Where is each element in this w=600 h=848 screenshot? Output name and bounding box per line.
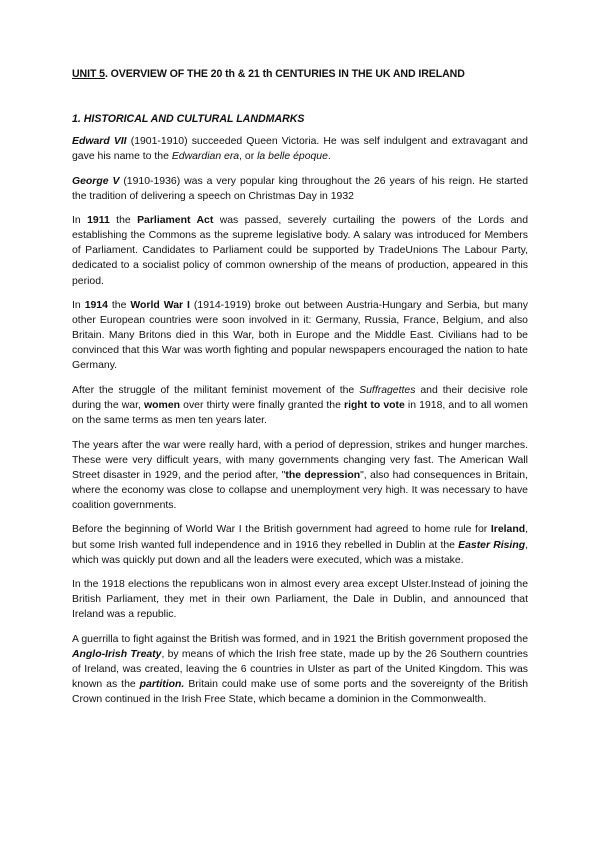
partition-term: partition.	[139, 679, 185, 691]
ireland-term: Ireland	[490, 524, 526, 536]
unit-title	[72, 68, 528, 80]
belle-epoque: la belle époque	[257, 151, 328, 163]
easter-rising-term: Easter Rising	[458, 539, 526, 551]
ww1-text-1: the	[107, 300, 131, 312]
world-war-term: World War I	[130, 300, 190, 312]
right-to-vote-term: right to vote	[344, 399, 405, 411]
edward-text-2: , or	[239, 151, 258, 163]
paragraph-edward	[72, 134, 528, 164]
unit-label: UNIT 5	[72, 68, 105, 80]
paragraph-suffragettes	[72, 383, 528, 428]
document-page	[72, 68, 528, 717]
george-name: George V	[72, 175, 120, 187]
paragraph-depression	[72, 438, 528, 513]
ireland-text-1: , but some Irish wanted full independence and in 1916 they rebelled in Dublin at the	[72, 524, 528, 551]
parliament-text-0: In	[72, 215, 88, 227]
ww1-text-2: (1914-1919) broke out between Austria-Hungary and Serbia, but many other European countries were soon involved in it: Germany, Russia, France, Belgium, and also Britain. Many Britons died in this War, both in Europe and the Middle East. Civilians had to be convinced that this War was worth fighting and popular newspapers encouraged the nation to hate Germany.	[72, 300, 529, 372]
depression-term: the depression	[285, 469, 361, 481]
year-1911: 1911	[87, 215, 110, 227]
paragraph-treaty	[72, 632, 528, 707]
edward-name: Edward VII	[72, 136, 127, 147]
suffragettes-text-3: in 1918, and to all women on the same terms as men ten years later.	[72, 399, 528, 427]
edward-text-1: (1901-1910) succeeded Queen Victoria. He was self indulgent and extravagant and gave his name to the	[72, 136, 528, 163]
suffragettes-text-2: over thirty were finally granted the	[180, 399, 345, 411]
edward-text-3: .	[327, 151, 331, 163]
section-title: 1. HISTORICAL AND CULTURAL LANDMARKS	[72, 113, 305, 125]
anglo-irish-treaty-term: Anglo-Irish Treaty	[72, 648, 162, 660]
suffragettes-text-1: and their decisive role during the war,	[72, 384, 528, 411]
ww1-text-0: In	[72, 300, 85, 312]
ireland-text-2: , which was quickly put down and all the leaders were executed, which was a mistake.	[72, 539, 528, 566]
women-term: women	[144, 399, 181, 411]
depression-text-0: The years after the war were really hard, with a period of depression, strikes and hunger marches. These were very difficult years, with many governments changing very fast. The American Wall Street disaster in 1929, and the period after, "	[72, 439, 528, 481]
paragraph-elections	[72, 577, 528, 622]
edwardian-era: Edwardian era	[171, 151, 240, 163]
treaty-text-1: , by means of which the Irish free state, made up by the 26 Southern countries of Ireland, was created, leaving the 6 countries in Ulster as part of the United Kingdom. This was known as the	[72, 648, 528, 691]
parliament-act-term: Parliament Act	[137, 215, 214, 227]
ireland-text-0: Before the beginning of World War I the British government had agreed to home rule for	[72, 524, 491, 536]
unit-title-text: . OVERVIEW OF THE 20 th & 21 th CENTURIES IN THE UK AND IRELAND	[104, 68, 465, 80]
parliament-text-1: the	[109, 215, 138, 227]
elections-text-0: In the 1918 elections the republicans won in almost every area except Ulster.Instead of joining the British Parliament, they met in their own Parliament, the Dale in Dublin, and announced that Ireland was a republic.	[72, 579, 528, 621]
paragraph-ww1	[72, 298, 528, 373]
suffragettes-term: Suffragettes	[359, 384, 416, 396]
george-text-1: (1910-1936) was a very popular king throughout the 26 years of his reign. He started the tradition of delivering a speech on Christmas Day in 1932	[72, 175, 529, 202]
treaty-text-0: A guerrilla to fight against the British was formed, and in 1921 the British government proposed the	[72, 633, 528, 645]
parliament-text-2: was passed, severely curtailing the powers of the Lords and establishing the Commons as the supreme legislative body. A salary was introduced for Members of Parliament. Candidates to Parliament could be supported by TradeUnions The Labour Party, dedicated to a socialist policy of common ownership of the means of production, appeared in this period.	[72, 215, 529, 287]
treaty-text-2: Britain could make use of some ports and the sovereignty of the British Crown continued in the Irish Free State, which became a dominion in the Commonwealth.	[72, 679, 529, 706]
year-1914: 1914	[84, 300, 108, 312]
paragraph-george	[72, 174, 528, 204]
depression-text-1: ", also had consequences in Britain, where the economy was close to collapse and unemployment very high. It was necessary to have coalition governments.	[72, 469, 528, 511]
suffragettes-text-0: After the struggle of the militant feminist movement of the	[72, 384, 360, 396]
paragraph-parliament-act	[72, 213, 528, 288]
paragraph-ireland	[72, 522, 528, 567]
